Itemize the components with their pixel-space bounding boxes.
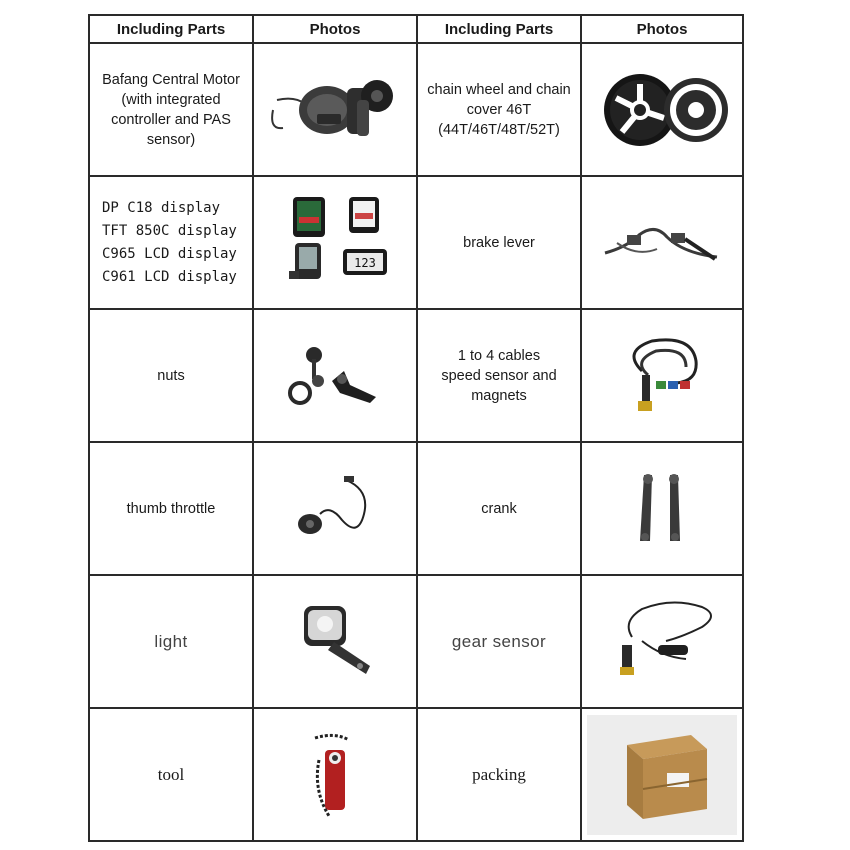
nuts-photo <box>280 341 390 411</box>
chainwheel-photo <box>592 70 732 150</box>
photo-cell <box>253 708 417 841</box>
part-name-packing: packing <box>472 764 526 784</box>
table-row <box>89 309 743 442</box>
part-name-cell <box>89 575 253 708</box>
part-name-cell <box>89 43 253 176</box>
part-name-brake-lever: brake lever <box>463 234 535 251</box>
header-row <box>89 15 743 43</box>
table-row <box>89 176 743 309</box>
tool-photo <box>305 730 365 820</box>
part-name-cell <box>417 43 581 176</box>
photo-cell <box>581 708 743 841</box>
photo-cell <box>581 176 743 309</box>
header-photos: Photos <box>253 15 417 43</box>
part-name-crank: crank <box>481 500 517 517</box>
part-name-light: light <box>154 631 188 651</box>
photo-cell <box>581 442 743 575</box>
photo-cell <box>581 43 743 176</box>
table-row <box>89 575 743 708</box>
part-name-cell <box>417 708 581 841</box>
header-including-parts: Including Parts <box>417 15 581 43</box>
gear-sensor-photo <box>602 597 722 687</box>
part-name-cell <box>417 309 581 442</box>
parts-table <box>88 14 744 842</box>
part-name-cell <box>89 442 253 575</box>
table-row <box>89 708 743 841</box>
part-name-cables: 1 to 4 cables speed sensor and magnets <box>441 347 557 404</box>
display-readout: 123 <box>354 255 376 270</box>
crank-photo <box>622 469 702 549</box>
photo-cell <box>253 309 417 442</box>
table-row <box>89 442 743 575</box>
motor-photo <box>265 70 405 150</box>
table-row <box>89 43 743 176</box>
photo-cell <box>581 309 743 442</box>
part-name-cell <box>417 176 581 309</box>
part-name-cell <box>89 309 253 442</box>
photo-cell <box>253 43 417 176</box>
part-name-tool: tool <box>157 764 185 784</box>
cables-photo <box>612 331 712 421</box>
throttle-photo <box>290 474 380 544</box>
photo-cell <box>253 442 417 575</box>
part-name-thumb-throttle: thumb throttle <box>126 500 216 517</box>
part-name-cell <box>417 442 581 575</box>
part-name-cell <box>89 708 253 841</box>
part-name-motor: Bafang Central Motor (with integrated controller and PAS sensor) <box>102 71 240 148</box>
header-including-parts: Including Parts <box>89 15 253 43</box>
part-name-nuts: nuts <box>157 367 185 384</box>
header-photos: Photos <box>581 15 743 43</box>
photo-cell <box>253 575 417 708</box>
photo-cell <box>253 176 417 309</box>
displays-photo <box>275 193 395 293</box>
brake-lever-photo <box>597 213 727 273</box>
photo-cell <box>581 575 743 708</box>
part-name-cell <box>417 575 581 708</box>
light-photo <box>290 602 380 682</box>
part-name-gear-sensor: gear sensor <box>451 631 547 651</box>
part-name-chainwheel: chain wheel and chain cover 46T (44T/46T/48T/52T) <box>427 81 571 138</box>
part-name-cell <box>89 176 253 309</box>
packing-photo <box>587 715 737 835</box>
part-name-displays: DP C18 display TFT 850C display C965 LCD display C961 LCD display <box>102 199 237 285</box>
